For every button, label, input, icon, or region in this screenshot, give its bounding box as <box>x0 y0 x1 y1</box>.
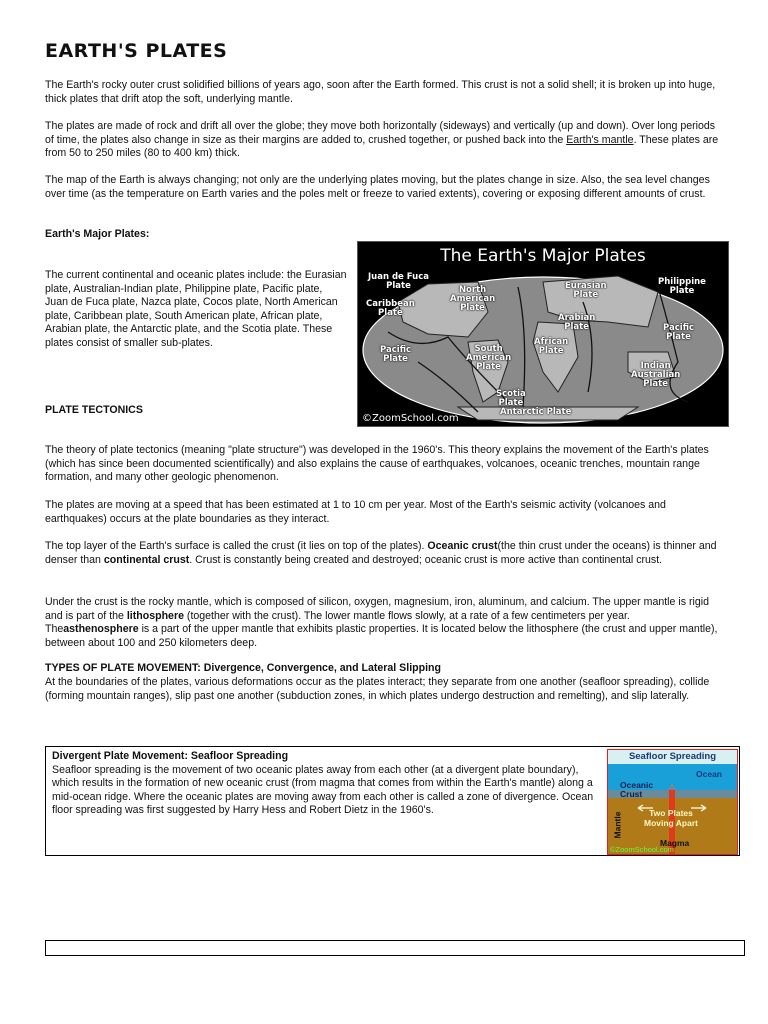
intro-p2-tail: . These plates are from 50 to 250 miles (80 to 400 km) thick. <box>45 133 719 160</box>
intro-paragraph-2 <box>45 120 725 161</box>
label-oceanic-crust: Oceanic Crust <box>620 780 654 799</box>
continental-crust-term: continental crust <box>103 553 190 566</box>
map-title: The Earth's Major Plates <box>440 246 646 266</box>
map-label-pacific-right: Pacific Plate <box>663 323 695 342</box>
map-label-north-american: North American Plate <box>450 285 496 313</box>
asthenosphere-term: asthenosphere <box>63 623 139 636</box>
diagram-title: Seafloor Spreading <box>608 750 737 764</box>
diagram-credit: ©ZoomSchool.com <box>610 845 674 854</box>
p3-text-e: . Crust is constantly being created and destroyed; oceanic crust is more active than continental crust. <box>189 553 663 566</box>
major-plates-text: The current continental and oceanic plates include: the Eurasian plate, Australian-Indian plate, Philippine plate, Pacific plate, Juan de Fuca plate, Nazca plate, Cocos plate, North American plate, Caribbean plate, South American plate, African plate, Arabian plate, the Antarctic plate, and the Scotia plate. These plates consist of smaller sub-plates. <box>45 269 347 349</box>
oceanic-crust-term: Oceanic crust <box>427 540 498 552</box>
map-label-philippine: Philippine Plate <box>658 277 706 296</box>
map-label-antarctic: Antarctic Plate <box>500 407 572 417</box>
divergent-box-text <box>52 750 604 818</box>
map-label-eurasian: Eurasian Plate <box>565 281 607 300</box>
lithosphere-term: lithosphere <box>126 609 184 622</box>
divergent-heading: Divergent Plate Movement: Seafloor Spreading <box>52 750 289 762</box>
divergent-text: Seafloor spreading is the movement of two oceanic plates away from each other (at a divergent plate boundary), which results in the formation of new oceanic crust (from magma that comes from within the Earth's mantle) along a mid-ocean ridge. Where the oceanic plates are moving away from each other is called a zone of divergence. Ocean floor spreading was first suggested by Harry Hess and Robert Dietz in the 1960's. <box>52 763 594 817</box>
movement-heading: TYPES OF PLATE MOVEMENT: Divergence, Convergence, and Lateral Slipping <box>45 662 441 674</box>
plates-map-image <box>357 241 729 427</box>
page-title: EARTH'S PLATES <box>45 40 228 62</box>
map-credit: ©ZoomSchool.com <box>362 413 459 424</box>
plate-tectonics-heading: PLATE TECTONICS <box>45 404 143 416</box>
map-label-juan-de-fuca: Juan de Fuca Plate <box>368 272 429 291</box>
p3-text-a: The top layer of the Earth's surface is called the crust (it lies on top of the plates). <box>45 540 428 552</box>
p3-text-c: (the thin crust under the oceans) is thinner and denser than <box>45 540 717 566</box>
map-label-south-american: South American Plate <box>466 344 512 372</box>
tectonics-paragraph-3 <box>45 540 725 567</box>
intro-paragraph-3: The map of the Earth is always changing; not only are the underlying plates moving, but the plates change in size. Also, the sea level changes over time (as the temperature on Earth varies and the poles melt or freeze to varied extents), covering or exposing different amounts of crust. <box>45 174 710 200</box>
seafloor-spreading-diagram <box>607 749 738 855</box>
label-magma: Magma <box>660 838 690 848</box>
empty-box <box>45 940 745 956</box>
label-ocean: Ocean <box>696 769 722 779</box>
intro-paragraph-1: The Earth's rocky outer crust solidified billions of years ago, soon after the Earth formed. This crust is not a solid shell; it is broken up into huge, thick plates that drift atop the soft, underlying mantle. <box>45 79 716 105</box>
tectonics-paragraph-4 <box>45 596 725 650</box>
p4-text-a: Under the crust is the rocky mantle, which is composed of silicon, oxygen, magnesium, iron, aluminum, and calcium. The upper mantle is rigid and is part of the <box>45 596 709 622</box>
major-plates-heading: Earth's Major Plates: <box>45 228 150 240</box>
earths-mantle-link[interactable]: Earth's mantle <box>566 133 634 146</box>
map-label-scotia: Scotia Plate <box>496 389 526 408</box>
map-label-arabian: Arabian Plate <box>558 313 596 332</box>
p4-text-c: (together with the crust). The lower mantle flows slowly, at a rate of a few centimeters per year. The <box>45 609 630 636</box>
map-label-indian-australian: Indian Australian Plate <box>631 361 681 389</box>
p4-text-e: is a part of the upper mantle that exhibits plastic properties. It is located below the lithosphere (the crust and upper mantle), between about 100 and 250 kilometers deep. <box>45 623 718 649</box>
tectonics-paragraph-2: The plates are moving at a speed that has been estimated at 1 to 10 cm per year. Most of the Earth's seismic activity (volcanoes and earthquakes) occurs at the plate boundaries as they interact. <box>45 499 666 525</box>
map-label-african: African Plate <box>534 337 569 356</box>
tectonics-paragraph-1: The theory of plate tectonics (meaning "plate structure") was developed in the 1960's. This theory explains the movement of the Earth's plates (which has since been documented scientifically) and also explains the cause of earthquakes, volcanoes, oceanic trenches, mountain range formation, and many other geologic phenomenon. <box>45 444 709 484</box>
label-two-plates: Two Plates Moving Apart <box>644 808 698 828</box>
intro-p2-text: The plates are made of rock and drift all over the globe; they move both horizontally (sideways) and vertically (up and down). Over long periods of time, the plates also change in size as their margins are added to, crushed together, or pushed back into the <box>45 120 716 146</box>
label-mantle: Mantle <box>612 811 623 839</box>
map-label-caribbean: Caribbean Plate <box>366 299 415 318</box>
map-label-pacific-left: Pacific Plate <box>380 345 412 364</box>
movement-text: At the boundaries of the plates, various deformations occur as the plates interact; they separate from one another (seafloor spreading), collide (forming mountain ranges), slip past one another (subduction zones, in which plates undergo destruction and remelting), and slip laterally. <box>45 676 710 702</box>
